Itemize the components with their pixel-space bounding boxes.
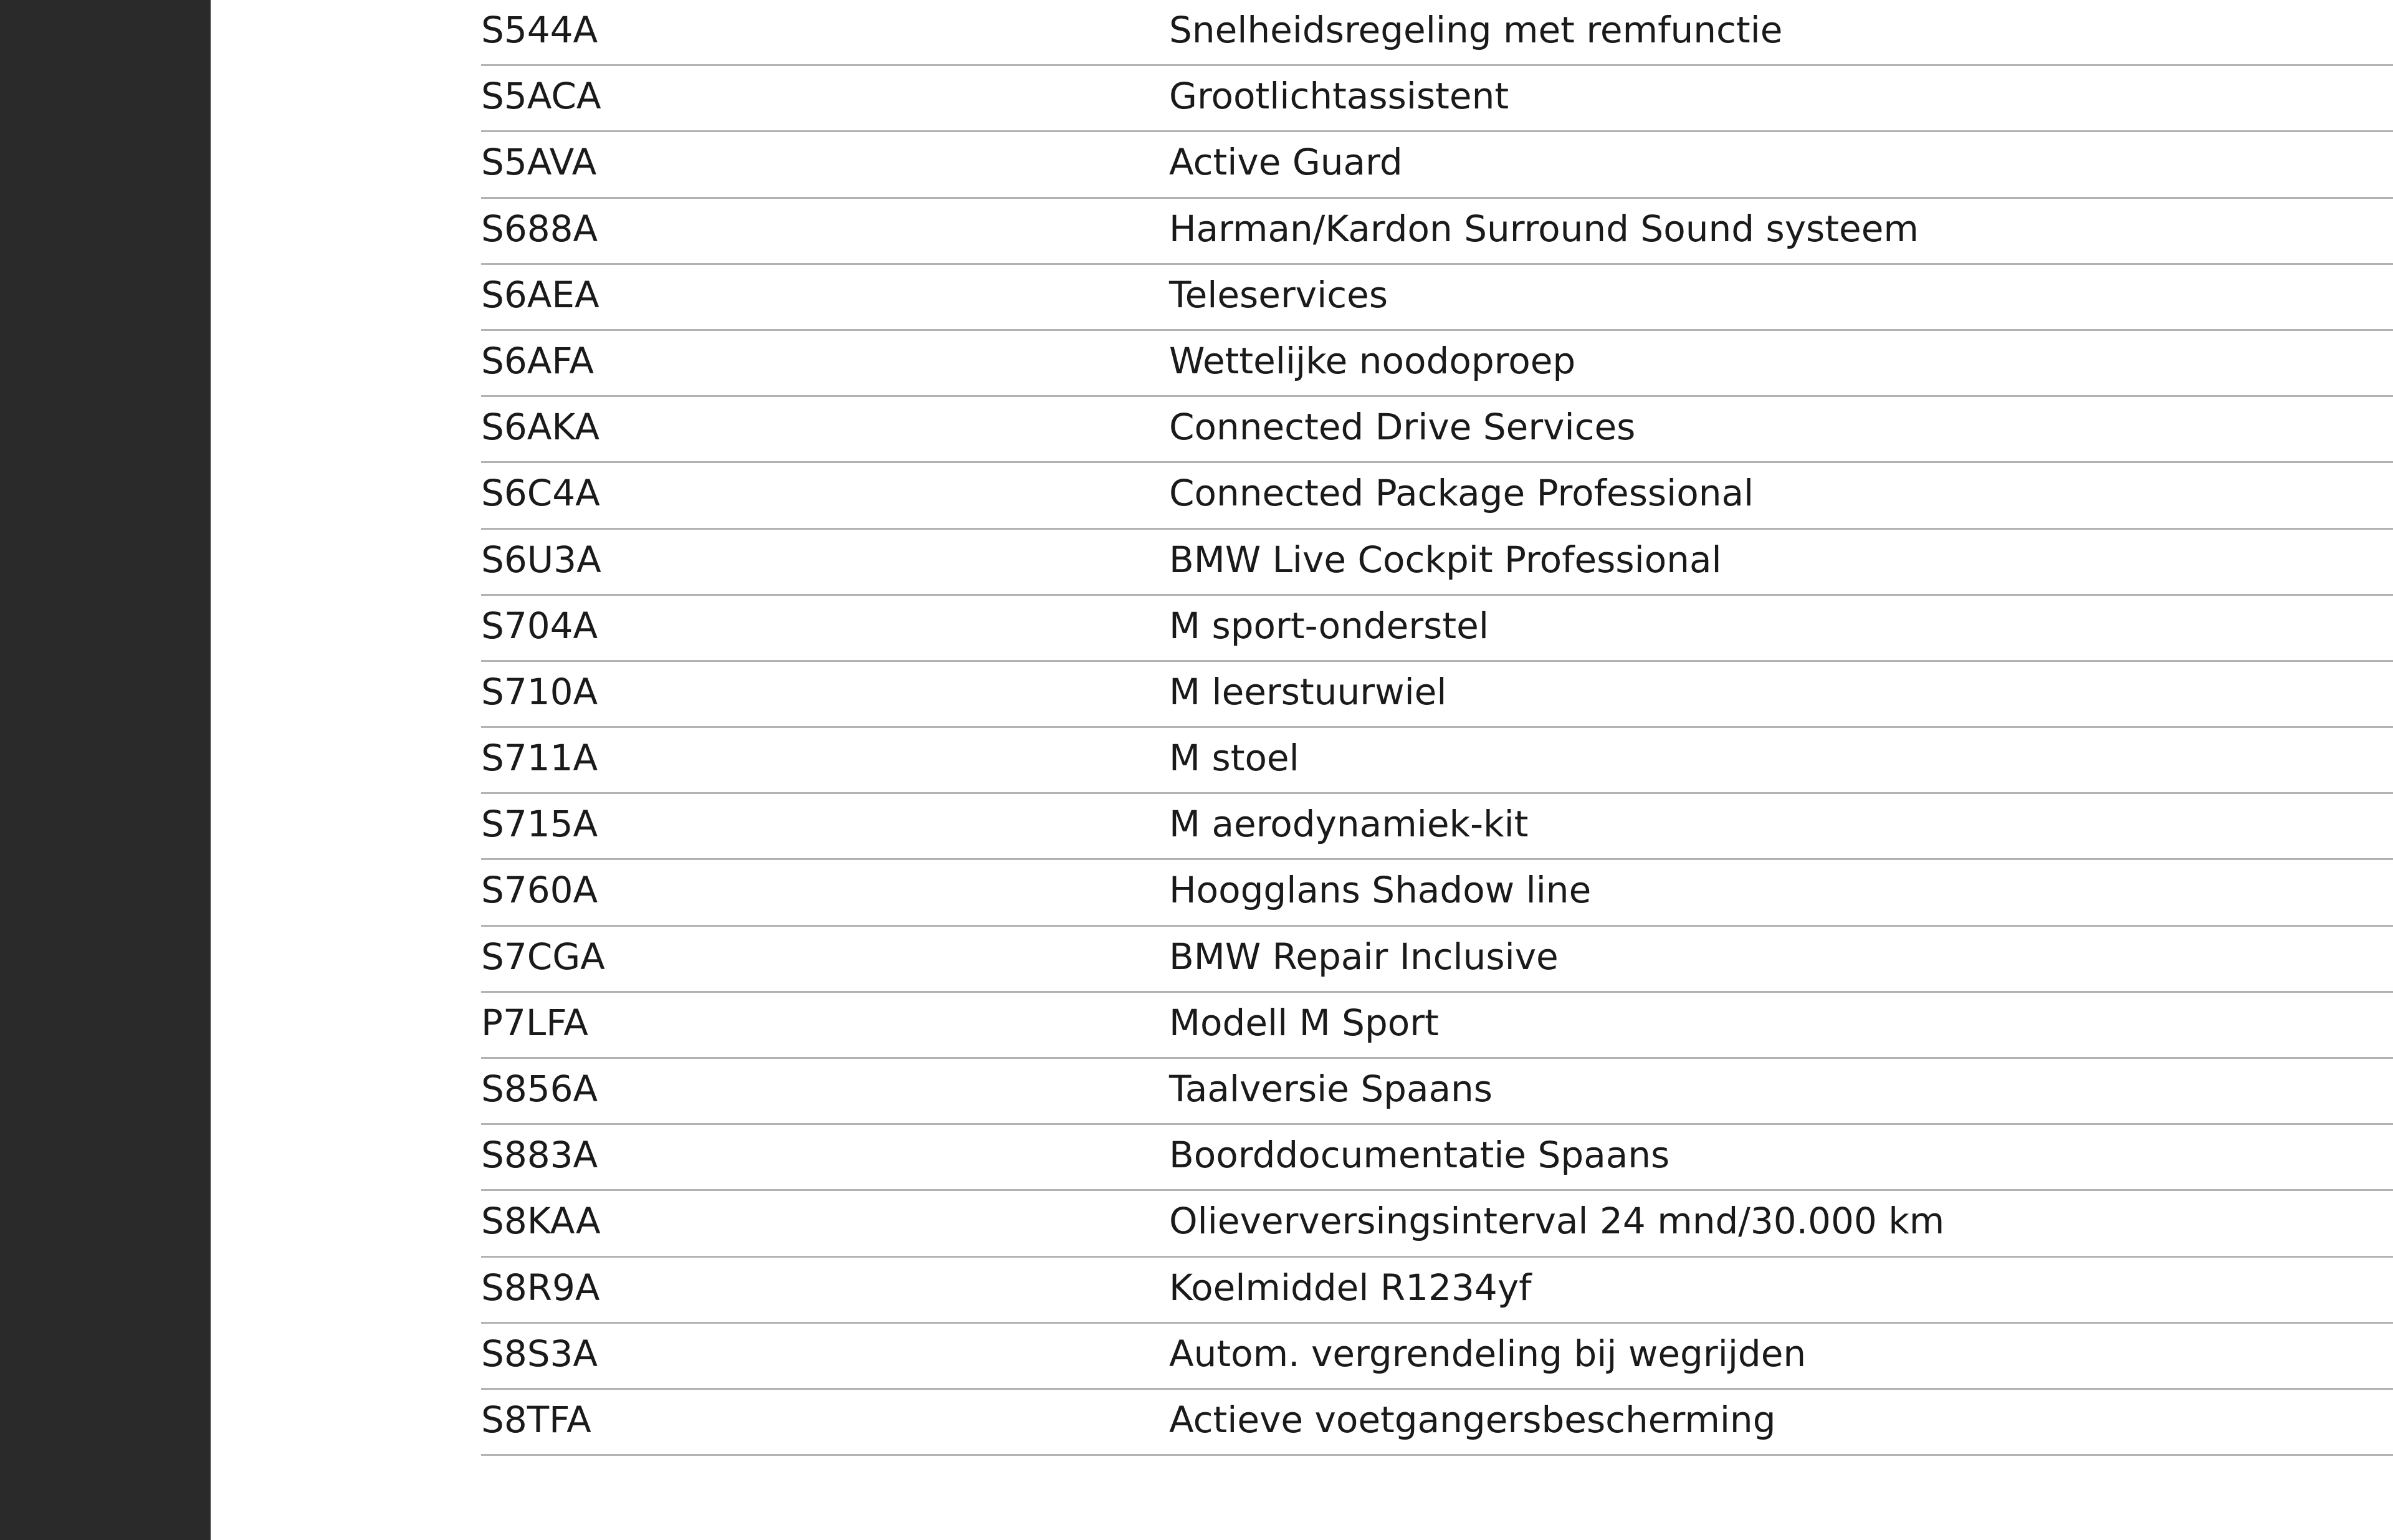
option-code: S8S3A: [481, 1332, 598, 1375]
option-description: Autom. vergrendeling bij wegrijden: [1169, 1332, 1807, 1375]
option-description: M leerstuurwiel: [1169, 670, 1447, 713]
option-code: S5AVA: [481, 141, 597, 184]
table-row: [481, 1258, 2393, 1324]
table-row: [481, 463, 2393, 529]
option-code: S883A: [481, 1134, 598, 1177]
document-page: [211, 0, 2393, 1540]
option-description: Active Guard: [1169, 141, 1403, 184]
option-description: Olieverversingsinterval 24 mnd/30.000 km: [1169, 1200, 1945, 1243]
option-code: S715A: [481, 803, 598, 846]
option-code: S688A: [481, 207, 598, 250]
viewer-side-panel: [0, 0, 211, 1540]
option-description: Connected Drive Services: [1169, 406, 1636, 449]
option-description: Connected Package Professional: [1169, 472, 1754, 515]
table-row: [481, 860, 2393, 926]
option-description: Snelheidsregeling met remfunctie: [1169, 9, 1783, 51]
table-row: [481, 1390, 2393, 1456]
option-code: S8R9A: [481, 1266, 600, 1309]
option-code: S711A: [481, 737, 598, 780]
option-code: S544A: [481, 9, 598, 51]
option-code: S6AKA: [481, 406, 600, 449]
option-description: Actieve voetgangersbescherming: [1169, 1398, 1776, 1441]
table-row: [481, 927, 2393, 993]
option-description: BMW Live Cockpit Professional: [1169, 538, 1722, 581]
option-code: S8KAA: [481, 1200, 601, 1243]
option-code: S6C4A: [481, 472, 600, 515]
table-row: [481, 993, 2393, 1059]
option-code: S760A: [481, 869, 598, 912]
option-description: Harman/Kardon Surround Sound systeem: [1169, 207, 1919, 250]
option-code: S5ACA: [481, 75, 601, 118]
options-table: [481, 0, 2393, 1456]
option-description: BMW Repair Inclusive: [1169, 935, 1559, 978]
option-description: Boorddocumentatie Spaans: [1169, 1134, 1670, 1177]
option-description: M stoel: [1169, 737, 1299, 780]
option-code: S710A: [481, 670, 598, 713]
table-row: [481, 596, 2393, 662]
option-code: S704A: [481, 604, 598, 647]
table-row: [481, 1125, 2393, 1191]
option-code: S6AFA: [481, 339, 595, 382]
table-row: [481, 66, 2393, 132]
option-description: Taalversie Spaans: [1169, 1068, 1493, 1110]
table-row: [481, 265, 2393, 331]
option-description: Wettelijke noodoproep: [1169, 339, 1576, 382]
option-code: S856A: [481, 1068, 598, 1110]
option-description: M aerodynamiek-kit: [1169, 803, 1529, 846]
option-description: M sport-onderstel: [1169, 604, 1489, 647]
option-code: S8TFA: [481, 1398, 591, 1441]
option-code: S7CGA: [481, 935, 605, 978]
option-description: Teleservices: [1169, 273, 1388, 316]
option-description: Hoogglans Shadow line: [1169, 869, 1592, 912]
option-description: Grootlichtassistent: [1169, 75, 1509, 118]
option-description: Koelmiddel R1234yf: [1169, 1266, 1532, 1309]
table-row: [481, 794, 2393, 860]
table-row: [481, 530, 2393, 596]
option-description: Modell M Sport: [1169, 1001, 1439, 1044]
table-row: [481, 1324, 2393, 1390]
table-row: [481, 728, 2393, 794]
option-code: S6AEA: [481, 273, 599, 316]
table-row: [481, 199, 2393, 265]
table-row: [481, 331, 2393, 397]
table-row: [481, 0, 2393, 66]
table-row: [481, 1059, 2393, 1125]
table-row: [481, 1191, 2393, 1257]
option-code: S6U3A: [481, 538, 601, 581]
table-row: [481, 132, 2393, 198]
table-row: [481, 397, 2393, 463]
option-code: P7LFA: [481, 1001, 588, 1044]
table-row: [481, 662, 2393, 728]
